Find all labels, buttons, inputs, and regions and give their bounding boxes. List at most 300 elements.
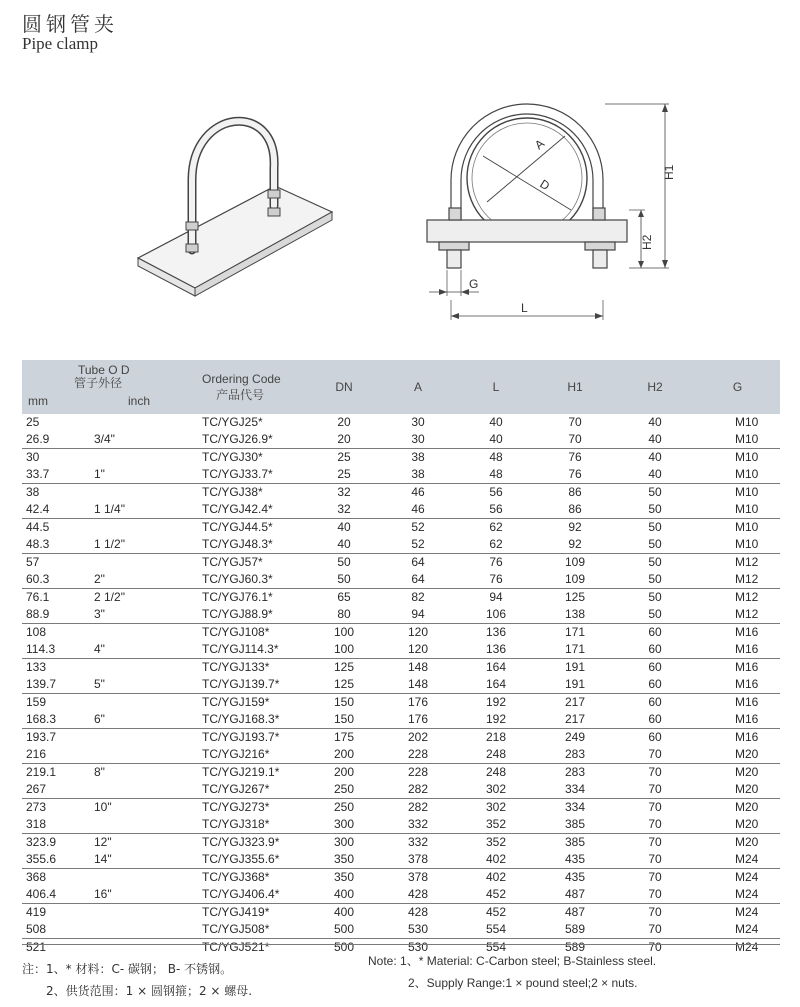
cell-dn: 400 [309,886,379,904]
cell-tube-od-inch [92,939,174,957]
cell-tube-od-mm: 25 [26,415,40,429]
table-row [22,799,780,817]
cell-h1: 385 [565,835,586,849]
cell-h2: 60 [615,641,695,659]
cell-tube-od-inch: 16" [92,886,174,904]
table-row [22,484,780,502]
pipe-clamp-dimension-drawing [415,70,685,330]
cell-a: 120 [408,625,429,639]
cell-tube-od-inch [92,694,174,712]
cell-dn: 200 [334,765,355,779]
table-row [22,816,780,834]
cell-ordering-code: TC/YGJ193.7* [202,730,280,744]
cell-h2: 50 [648,485,662,499]
cell-dn: 400 [334,905,355,919]
cell-dn: 300 [334,835,355,849]
cell-g: M12 [695,606,780,624]
table-row [22,764,780,782]
cell-tube-od-mm: 273 [26,800,47,814]
cell-h1: 435 [535,851,615,869]
cell-g: M24 [695,921,780,939]
cell-h2: 70 [615,921,695,939]
cell-a: 378 [408,870,429,884]
table-row [22,676,780,694]
table-row [22,449,780,467]
cell-h1: 70 [535,431,615,449]
cell-dn: 100 [334,625,355,639]
page-title-cn: 圆钢管夹 [22,12,118,36]
cell-h1: 76 [535,466,615,484]
cell-l: 302 [457,781,535,799]
cell-ordering-code: TC/YGJ114.3* [174,641,309,659]
cell-a: 228 [408,765,429,779]
cell-tube-od-mm: 133 [26,660,47,674]
cell-a: 332 [379,816,457,834]
table-row [22,746,780,764]
cell-a: 332 [408,835,429,849]
cell-l: 56 [489,485,503,499]
cell-g: M24 [735,940,759,954]
cell-h1: 109 [535,571,615,589]
cell-ordering-code: TC/YGJ139.7* [174,676,309,694]
cell-tube-od-inch [92,904,174,922]
cell-tube-od-inch [92,449,174,467]
header-h1: H1 [535,360,615,414]
cell-dn: 300 [309,816,379,834]
cell-g: M16 [735,660,759,674]
cell-tube-od-mm: 216 [22,746,92,764]
cell-h2: 70 [615,816,695,834]
cell-l: 40 [489,415,503,429]
table-row [22,904,780,922]
cell-l: 62 [457,536,535,554]
cell-h2: 40 [615,431,695,449]
cell-tube-od-inch [92,781,174,799]
cell-g: M16 [695,711,780,729]
cell-ordering-code: TC/YGJ48.3* [174,536,309,554]
page-title-en: Pipe clamp [22,34,99,53]
cell-tube-od-mm: 318 [22,816,92,834]
cell-g: M10 [735,450,759,464]
cell-a: 46 [411,485,425,499]
cell-ordering-code: TC/YGJ25* [202,415,263,429]
table-row [22,606,780,624]
cell-h2: 70 [615,746,695,764]
cell-tube-od-inch: 5" [92,676,174,694]
cell-h2: 70 [648,800,662,814]
cell-h1: 92 [535,536,615,554]
table-row [22,589,780,607]
header-ordering-code-cn: 产品代号 [216,387,265,402]
cell-tube-od-mm: 42.4 [22,501,92,519]
cell-l: 62 [489,520,503,534]
cell-dn: 175 [334,730,355,744]
cell-h1: 138 [535,606,615,624]
cell-g: M12 [695,571,780,589]
cell-ordering-code: TC/YGJ168.3* [174,711,309,729]
cell-a: 282 [408,800,429,814]
cell-g: M20 [695,781,780,799]
cell-l: 218 [486,730,507,744]
cell-l: 248 [486,765,507,779]
cell-tube-od-mm: 57 [26,555,40,569]
cell-h1: 191 [565,660,586,674]
cell-h1: 589 [565,940,586,954]
cell-h2: 70 [648,765,662,779]
cell-a: 148 [408,660,429,674]
cell-l: 76 [489,555,503,569]
header-tube-od [22,360,174,414]
cell-h2: 60 [648,695,662,709]
cell-ordering-code: TC/YGJ38* [202,485,263,499]
cell-ordering-code: TC/YGJ521* [202,940,270,954]
table-row [22,851,780,869]
cell-ordering-code: TC/YGJ108* [202,625,270,639]
dim-label-h2: H2 [640,234,654,250]
cell-dn: 25 [309,466,379,484]
table-row [22,519,780,537]
cell-ordering-code: TC/YGJ216* [174,746,309,764]
cell-tube-od-inch [92,624,174,642]
header-ordering-code-en: Ordering Code [202,371,281,386]
cell-tube-od-mm: 323.9 [26,835,57,849]
cell-dn: 125 [309,676,379,694]
cell-l: 40 [457,431,535,449]
table-row [22,501,780,519]
cell-a: 52 [411,520,425,534]
cell-l: 402 [486,870,507,884]
cell-a: 82 [411,590,425,604]
cell-h1: 92 [568,520,582,534]
cell-tube-od-inch: 1 1/4" [92,501,174,519]
cell-ordering-code: TC/YGJ406.4* [174,886,309,904]
cell-a: 176 [379,711,457,729]
header-h2: H2 [615,360,695,414]
cell-g: M16 [695,676,780,694]
cell-g: M16 [695,641,780,659]
cell-tube-od-inch [92,554,174,572]
cell-g: M10 [695,431,780,449]
cell-tube-od-inch: 2" [92,571,174,589]
cell-ordering-code: TC/YGJ26.9* [174,431,309,449]
cell-tube-od-mm: 168.3 [22,711,92,729]
cell-a: 428 [408,905,429,919]
cell-tube-od-inch: 6" [92,711,174,729]
table-row [22,659,780,677]
cell-l: 554 [457,921,535,939]
cell-a: 378 [379,851,457,869]
cell-h1: 283 [565,765,586,779]
cell-l: 136 [486,625,507,639]
cell-ordering-code: TC/YGJ60.3* [174,571,309,589]
cell-tube-od-inch [92,816,174,834]
cell-l: 94 [489,590,503,604]
cell-ordering-code: TC/YGJ159* [202,695,270,709]
notes-chinese [22,958,252,1002]
cell-tube-od-mm: 30 [26,450,40,464]
cell-tube-od-inch [92,414,174,431]
cell-tube-od-inch: 12" [94,835,112,849]
cell-a: 120 [379,641,457,659]
cell-h2: 40 [648,415,662,429]
table-row [22,466,780,484]
cell-h1: 86 [535,501,615,519]
cell-l: 302 [486,800,507,814]
cell-h2: 50 [648,520,662,534]
cell-tube-od-mm: 521 [26,940,47,954]
cell-tube-od-mm: 38 [26,485,40,499]
cell-l: 554 [486,940,507,954]
note-en-line-2: 2、Supply Range:1 × pound steel;2 × nuts. [408,976,638,990]
cell-g: M16 [735,695,759,709]
cell-l: 352 [457,816,535,834]
cell-l: 48 [457,466,535,484]
dim-label-h1: H1 [662,164,676,180]
cell-h1: 191 [535,676,615,694]
cell-tube-od-inch [92,869,174,887]
cell-h1: 487 [565,905,586,919]
cell-l: 352 [486,835,507,849]
cell-l: 164 [457,676,535,694]
cell-dn: 32 [309,501,379,519]
table-row [22,694,780,712]
cell-a: 30 [379,431,457,449]
cell-ordering-code: TC/YGJ30* [202,450,263,464]
cell-tube-od-inch [92,729,174,747]
cell-h1: 249 [565,730,586,744]
cell-a: 530 [379,921,457,939]
cell-a: 228 [379,746,457,764]
cell-l: 48 [489,450,503,464]
header-tube-od-en: Tube O D [78,363,130,377]
cell-l: 192 [457,711,535,729]
cell-ordering-code: TC/YGJ76.1* [202,590,273,604]
table-row [22,414,780,431]
table-row [22,431,780,449]
cell-tube-od-mm: 48.3 [22,536,92,554]
table-bottom-rule [22,944,780,945]
cell-dn: 50 [309,571,379,589]
cell-l: 452 [486,905,507,919]
cell-tube-od-inch: 1" [92,466,174,484]
cell-h2: 60 [615,676,695,694]
cell-h2: 70 [615,781,695,799]
cell-h2: 70 [648,940,662,954]
cell-h2: 70 [648,905,662,919]
dim-label-l: L [521,301,528,315]
cell-l: 452 [457,886,535,904]
cell-ordering-code: TC/YGJ57* [202,555,263,569]
cell-tube-od-mm: 219.1 [26,765,57,779]
cell-dn: 80 [309,606,379,624]
cell-a: 64 [379,571,457,589]
header-a: A [379,360,457,414]
cell-h2: 60 [648,625,662,639]
cell-h2: 50 [615,606,695,624]
cell-ordering-code: TC/YGJ419* [202,905,270,919]
cell-h2: 70 [615,851,695,869]
cell-h1: 76 [568,450,582,464]
table-row [22,624,780,642]
cell-ordering-code: TC/YGJ42.4* [174,501,309,519]
table-row [22,571,780,589]
cell-dn: 500 [309,921,379,939]
cell-h1: 125 [565,590,586,604]
cell-h1: 283 [535,746,615,764]
cell-ordering-code: TC/YGJ267* [174,781,309,799]
cell-h2: 40 [648,450,662,464]
cell-g: M20 [735,800,759,814]
cell-a: 148 [379,676,457,694]
cell-g: M20 [735,835,759,849]
cell-tube-od-mm: 267 [22,781,92,799]
cell-dn: 20 [337,415,351,429]
cell-g: M16 [735,625,759,639]
cell-dn: 40 [309,536,379,554]
table-row [22,869,780,887]
header-inch: inch [128,394,151,408]
cell-h2: 70 [615,886,695,904]
cell-h2: 70 [648,870,662,884]
cell-tube-od-mm: 406.4 [22,886,92,904]
cell-g: M24 [695,886,780,904]
cell-h1: 217 [565,695,586,709]
cell-tube-od-mm: 26.9 [22,431,92,449]
cell-h2: 50 [615,501,695,519]
table-row [22,554,780,572]
cell-g: M20 [695,746,780,764]
table-row [22,886,780,904]
header-dn: DN [309,360,379,414]
dim-label-g: G [469,277,479,291]
cell-tube-od-inch: 3" [92,606,174,624]
cell-tube-od-mm: 88.9 [22,606,92,624]
header-l: L [457,360,535,414]
cell-g: M10 [735,520,759,534]
pipe-clamp-perspective-drawing [120,110,350,310]
cell-h2: 60 [615,711,695,729]
cell-a: 38 [379,466,457,484]
table-row [22,834,780,852]
cell-l: 106 [457,606,535,624]
cell-h2: 50 [615,536,695,554]
cell-h1: 109 [565,555,586,569]
cell-h1: 435 [565,870,586,884]
cell-a: 46 [379,501,457,519]
cell-dn: 150 [309,711,379,729]
cell-dn: 100 [309,641,379,659]
cell-ordering-code: TC/YGJ44.5* [202,520,273,534]
cell-tube-od-mm: 508 [22,921,92,939]
cell-tube-od-inch [92,659,174,677]
cell-g: M24 [735,905,759,919]
cell-g: M10 [695,466,780,484]
dim-label-d: D [537,176,553,194]
cell-dn: 500 [334,940,355,954]
cell-h2: 70 [648,835,662,849]
header-tube-od-cn: 管子外径 [74,376,123,390]
cell-g: M20 [695,816,780,834]
cell-tube-od-inch: 8" [94,765,105,779]
cell-g: M12 [735,555,759,569]
cell-g: M16 [735,730,759,744]
cell-ordering-code: TC/YGJ33.7* [174,466,309,484]
cell-tube-od-mm: 355.6 [22,851,92,869]
cell-dn: 32 [337,485,351,499]
cell-ordering-code: TC/YGJ273* [202,800,270,814]
cell-ordering-code: TC/YGJ88.9* [174,606,309,624]
cell-tube-od-inch: 4" [92,641,174,659]
cell-g: M10 [695,536,780,554]
cell-tube-od-mm: 139.7 [22,676,92,694]
cell-tube-od-inch: 3/4" [92,431,174,449]
cell-h1: 217 [535,711,615,729]
header-g: G [695,360,780,414]
header-ordering-code [174,360,309,414]
cell-tube-od-inch: 10" [94,800,112,814]
cell-h2: 50 [648,590,662,604]
cell-ordering-code: TC/YGJ133* [202,660,270,674]
cell-a: 38 [411,450,425,464]
cell-h1: 589 [535,921,615,939]
spec-table [22,360,780,956]
cell-h1: 385 [535,816,615,834]
cell-h1: 171 [565,625,586,639]
cell-tube-od-mm: 60.3 [22,571,92,589]
cell-tube-od-mm: 76.1 [26,590,50,604]
cell-h1: 171 [535,641,615,659]
table-row [22,921,780,939]
note-en-line-1: Note: 1、* Material: C-Carbon steel; B-Stainless steel. [368,954,657,968]
cell-ordering-code: TC/YGJ323.9* [202,835,280,849]
cell-tube-od-inch [92,746,174,764]
cell-a: 64 [411,555,425,569]
note-cn-line-1: 注：1、* 材料：C- 碳钢； B- 不锈钢。 [22,962,233,976]
cell-tube-od-mm: 108 [26,625,47,639]
cell-dn: 20 [309,431,379,449]
cell-h2: 60 [648,730,662,744]
cell-ordering-code: TC/YGJ508* [174,921,309,939]
cell-tube-od-mm: 114.3 [22,641,92,659]
notes-english [368,950,656,994]
cell-g: M10 [695,501,780,519]
cell-tube-od-inch [92,519,174,537]
cell-l: 56 [457,501,535,519]
cell-l: 136 [457,641,535,659]
cell-l: 192 [486,695,507,709]
cell-tube-od-inch: 1 1/2" [92,536,174,554]
cell-h2: 50 [648,555,662,569]
cell-l: 402 [457,851,535,869]
cell-a: 52 [379,536,457,554]
cell-h2: 50 [615,571,695,589]
cell-dn: 350 [334,870,355,884]
cell-ordering-code: TC/YGJ219.1* [202,765,280,779]
cell-dn: 40 [337,520,351,534]
cell-h2: 60 [648,660,662,674]
cell-g: M24 [735,870,759,884]
table-row [22,711,780,729]
cell-tube-od-mm: 44.5 [26,520,50,534]
cell-tube-od-inch: 2 1/2" [94,590,125,604]
cell-g: M10 [735,485,759,499]
cell-a: 94 [379,606,457,624]
note-cn-line-2: 2、供货范围：1 × 圆钢箍；2 × 螺母. [46,984,253,998]
cell-ordering-code: TC/YGJ368* [202,870,270,884]
dim-label-a: A [531,136,548,153]
cell-tube-od-inch [92,921,174,939]
cell-h1: 334 [565,800,586,814]
